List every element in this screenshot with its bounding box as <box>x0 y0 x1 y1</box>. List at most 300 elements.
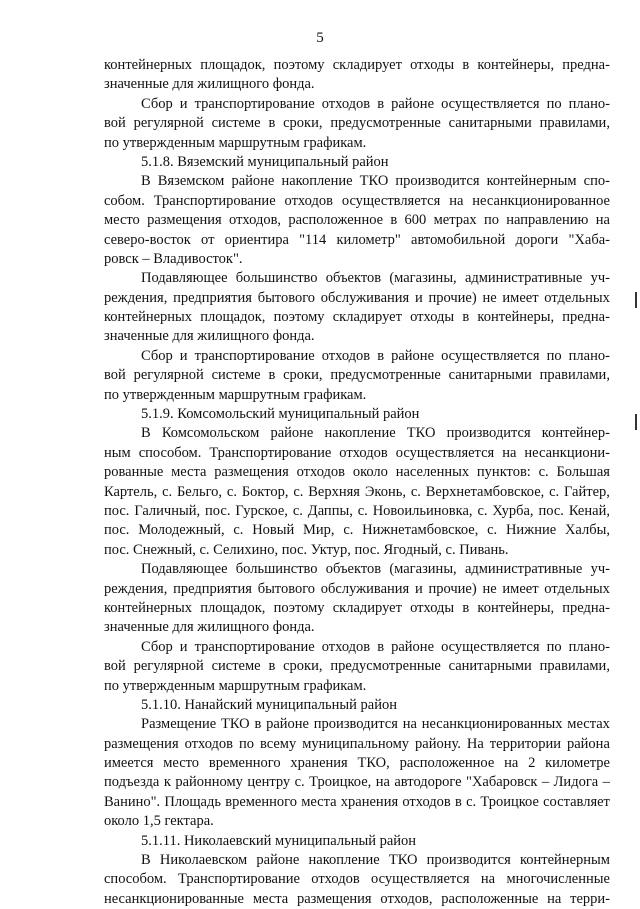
word: с. <box>343 522 354 539</box>
word: контейнерных <box>104 309 193 326</box>
word: районе <box>266 716 309 733</box>
word: с. <box>293 483 304 500</box>
text-line <box>104 890 610 909</box>
word: Лидога <box>553 774 599 791</box>
word: по <box>546 347 562 364</box>
word: расположенное <box>288 212 384 229</box>
word: северо-восток <box>104 231 191 248</box>
word: регулярной <box>133 367 204 384</box>
text-line <box>104 502 610 521</box>
text-line: около 1,5 гектара. <box>104 813 214 830</box>
word: плано- <box>568 347 610 364</box>
word: отходы <box>410 57 455 73</box>
word: вой <box>104 115 126 132</box>
word: места <box>301 793 337 810</box>
word: Большая <box>556 464 610 481</box>
word: в <box>377 638 385 655</box>
section-heading: 5.1.10. Нанайский муниципальный район <box>141 696 397 713</box>
word: километре <box>545 755 610 772</box>
word: уч- <box>590 270 610 287</box>
word: на <box>504 755 519 772</box>
word: с. <box>538 464 549 481</box>
word: расположенные <box>441 890 539 907</box>
word: производится <box>446 425 531 442</box>
word: Гайтер, <box>564 483 610 500</box>
word: предприятия <box>173 289 252 306</box>
word: Сбор <box>141 95 173 112</box>
text-line <box>104 870 610 889</box>
word: санитарными <box>448 115 532 132</box>
word: Хурба, <box>492 502 534 519</box>
text-line <box>104 366 610 385</box>
page-number: 5 <box>316 30 324 46</box>
word: спо- <box>583 173 610 190</box>
word: отходы <box>410 309 455 326</box>
word: автомобильной <box>411 231 506 248</box>
word: Галичный, <box>134 502 201 519</box>
text-line <box>104 560 610 579</box>
word: Боктор, <box>241 483 289 500</box>
word: контейнерных <box>104 57 193 73</box>
word: предна- <box>562 599 610 616</box>
word: осуществляется <box>441 95 540 112</box>
word: от <box>201 231 215 248</box>
word: около <box>352 464 388 481</box>
word: по <box>546 95 562 112</box>
word: району. <box>415 735 461 752</box>
text-line <box>104 308 610 327</box>
word: района <box>566 735 610 752</box>
word: осуществляется <box>441 638 540 655</box>
word: рованные <box>104 464 164 481</box>
word: метрах <box>433 212 477 229</box>
word: по <box>483 212 499 229</box>
text-line: по утвержденным маршрутным графикам. <box>104 134 367 151</box>
word: В <box>141 852 151 869</box>
word: системе <box>211 367 261 384</box>
word: размещения <box>296 890 372 907</box>
word: километр" <box>336 231 401 248</box>
word: ТКО <box>388 852 418 869</box>
word: с. <box>294 774 305 791</box>
word: контейнеры, <box>477 57 555 73</box>
text-line <box>104 754 610 773</box>
word: "Хабаровск <box>466 774 538 791</box>
word: регулярной <box>133 115 204 132</box>
text-line: пос. Снежный, с. Селихино, пос. Уктур, пос. Ягодный, с. Пивань. <box>104 541 509 558</box>
word: на <box>595 212 610 229</box>
word: с. <box>410 483 421 500</box>
word: поэтому <box>273 57 325 73</box>
word: предусмотренные <box>330 367 441 384</box>
word: предусмотренные <box>330 658 441 675</box>
word: место <box>104 212 140 229</box>
word: Халбы, <box>564 522 610 539</box>
word: территории <box>489 735 561 752</box>
word: ТКО, <box>357 755 390 772</box>
word: производится <box>426 852 511 869</box>
word: ориентира <box>224 231 289 248</box>
word: способом. <box>104 871 167 888</box>
word: ным <box>104 444 131 461</box>
word: пос. <box>104 522 130 539</box>
word: имеет <box>502 580 539 597</box>
word: системе <box>211 658 261 675</box>
word: на <box>547 890 562 907</box>
word: правилами, <box>539 658 610 675</box>
word: контейнерных <box>104 599 193 616</box>
word: Подавляющее <box>141 270 228 287</box>
word: Николаевском <box>159 852 248 869</box>
word: Вяземском <box>157 173 225 190</box>
word: площадок, <box>200 57 266 73</box>
word: Площадь <box>164 793 221 810</box>
word: реждения, <box>104 289 168 306</box>
word: объектов <box>325 561 382 578</box>
word: отдельных <box>544 580 610 597</box>
word: Ванино". <box>104 793 161 810</box>
text-line <box>104 580 610 599</box>
word: в <box>462 309 470 326</box>
word: Троицкое, <box>309 774 372 791</box>
word: большинство <box>235 561 318 578</box>
word: "Хаба- <box>568 231 610 248</box>
word: Верхнетамбовское, <box>425 483 545 500</box>
scan-edge-mark <box>635 292 637 308</box>
word: Троицкое <box>480 793 539 810</box>
word: транспортирование <box>194 95 315 112</box>
word: с. <box>477 502 488 519</box>
word: отходов <box>321 95 371 112</box>
text-line <box>104 483 610 502</box>
word: реждения, <box>104 580 168 597</box>
word: с. <box>292 502 303 519</box>
word: площадок, <box>200 599 266 616</box>
word: Сбор <box>141 347 173 364</box>
word: Транспортирование <box>153 192 276 209</box>
word: санитарными <box>448 367 532 384</box>
word: в <box>462 599 470 616</box>
word: складирует <box>332 599 402 616</box>
word: Подавляющее <box>141 561 228 578</box>
text-line <box>104 269 610 288</box>
word: контейнеры, <box>477 309 555 326</box>
word: вой <box>104 658 126 675</box>
word: имеется <box>104 755 154 772</box>
word: направлению <box>506 212 589 229</box>
word: и <box>414 289 423 306</box>
word: прочие) <box>428 289 477 306</box>
word: по <box>239 735 255 752</box>
word: поэтому <box>273 309 325 326</box>
word: предусмотренные <box>330 115 441 132</box>
word: объектов <box>325 270 382 287</box>
word: бытового <box>257 580 316 597</box>
word: в <box>377 347 385 364</box>
word: контейнерным <box>486 173 577 190</box>
word: Новоильиновка, <box>372 502 473 519</box>
word: ТКО <box>359 173 389 190</box>
word: место <box>163 755 200 772</box>
word: отходов <box>284 192 333 209</box>
word: несанкциони- <box>524 444 610 461</box>
word: с. <box>357 502 368 519</box>
word: транспортирование <box>194 638 315 655</box>
word: и <box>179 95 188 112</box>
word: – <box>602 774 610 791</box>
word: в <box>268 367 276 384</box>
word: осуществляется <box>441 347 540 364</box>
word: отходов <box>184 735 234 752</box>
word: с. <box>487 522 498 539</box>
word: Эконь, <box>364 483 406 500</box>
body-text <box>104 56 610 909</box>
text-line <box>104 773 610 792</box>
word: в <box>377 95 385 112</box>
word: сроки, <box>283 367 323 384</box>
text-line <box>104 424 610 443</box>
word: большинство <box>235 270 318 287</box>
word: населенных <box>395 464 470 481</box>
word: местах <box>567 716 610 733</box>
word: вой <box>104 367 126 384</box>
word: отходов <box>339 444 388 461</box>
word: бытового <box>257 289 316 306</box>
word: расположенное <box>399 755 495 772</box>
word: и <box>179 347 188 364</box>
word: системе <box>211 115 261 132</box>
word: размещения <box>147 212 222 229</box>
text-line <box>104 231 610 250</box>
word: в <box>254 716 262 733</box>
scan-edge-mark <box>635 414 637 430</box>
word: на <box>449 192 464 209</box>
word: регулярной <box>133 658 204 675</box>
word: Картель, <box>104 483 158 500</box>
word: 2 <box>528 755 536 772</box>
word: места <box>252 890 289 907</box>
word: с. <box>162 483 173 500</box>
text-line <box>104 192 610 211</box>
word: контейнеры, <box>477 599 555 616</box>
word: на <box>402 716 417 733</box>
word: имеет <box>502 289 539 306</box>
word: уч- <box>590 561 610 578</box>
word: Кенай, <box>568 502 610 519</box>
word: районе <box>391 638 435 655</box>
word: муниципальному <box>302 735 410 752</box>
word: размещения <box>214 464 289 481</box>
section-heading: 5.1.11. Николаевский муниципальный район <box>141 832 417 849</box>
word: осуществляется <box>371 871 470 888</box>
word: терри- <box>570 890 610 907</box>
text-line <box>104 735 610 754</box>
word: хранения <box>340 793 399 810</box>
word: по <box>546 638 562 655</box>
word: не <box>482 580 497 597</box>
text-line <box>104 463 610 482</box>
text-line <box>104 793 610 812</box>
word: производится <box>313 716 398 733</box>
word: на <box>480 871 496 888</box>
word: Сбор <box>141 638 173 655</box>
word: отходов <box>402 793 451 810</box>
word: правилами, <box>539 367 610 384</box>
word: Транспортирование <box>209 444 332 461</box>
word: контейнер- <box>541 425 610 442</box>
word: осуществляется <box>395 444 495 461</box>
word: сроки, <box>283 115 323 132</box>
word: хранения <box>290 755 348 772</box>
word: несанкционированных <box>421 716 563 733</box>
word: предна- <box>562 309 610 326</box>
text-line <box>104 56 610 75</box>
word: места <box>171 464 207 481</box>
word: пос. <box>205 502 231 519</box>
word: дороги <box>515 231 559 248</box>
word: площадок, <box>200 309 266 326</box>
word: автодороге <box>394 774 462 791</box>
word: несанкционированное <box>472 192 610 209</box>
word: отходы <box>410 599 455 616</box>
word: с. <box>233 522 244 539</box>
word: районному <box>175 774 243 791</box>
word: к <box>163 774 171 791</box>
word: размещения <box>104 735 179 752</box>
word: контейнерным <box>519 852 610 869</box>
word: складирует <box>332 57 402 73</box>
word: плано- <box>568 95 610 112</box>
word: в <box>268 658 276 675</box>
word: Размещение <box>141 716 217 733</box>
text-line <box>104 521 610 540</box>
word: Новый <box>252 522 295 539</box>
word: санитарными <box>448 658 532 675</box>
section-heading: 5.1.8. Вяземский муниципальный район <box>141 153 389 170</box>
word: временного <box>225 793 297 810</box>
word: пос. <box>104 502 130 519</box>
text-line: значенные для жилищного фонда. <box>104 76 315 93</box>
word: осуществляется <box>341 192 441 209</box>
word: отходов <box>296 464 346 481</box>
word: районе <box>391 347 435 364</box>
text-line <box>104 444 610 463</box>
word: ТКО <box>221 716 250 733</box>
word: (магазины, <box>389 270 457 287</box>
text-line <box>104 172 610 191</box>
word: Верхняя <box>308 483 360 500</box>
word: с. <box>466 793 477 810</box>
text-line <box>104 95 610 114</box>
word: отходов <box>321 347 371 364</box>
text-line <box>104 289 610 308</box>
word: и <box>414 580 423 597</box>
word: производится <box>395 173 480 190</box>
word: с. <box>549 483 560 500</box>
section-heading: 5.1.9. Комсомольский муниципальный район <box>141 406 420 423</box>
word: прочие) <box>428 580 477 597</box>
word: отходов <box>321 638 371 655</box>
text-line <box>104 347 610 366</box>
word: на <box>502 444 517 461</box>
text-line: значенные для жилищного фонда. <box>104 619 315 636</box>
word: и <box>179 638 188 655</box>
word: плано- <box>568 638 610 655</box>
word: отдельных <box>544 289 610 306</box>
text-line: по утвержденным маршрутным графикам. <box>104 386 367 403</box>
text-line <box>104 211 610 230</box>
word: предна- <box>562 57 610 73</box>
word: не <box>482 289 497 306</box>
word: накопление <box>324 425 396 442</box>
word: на <box>375 774 390 791</box>
word: составляет <box>543 793 610 810</box>
word: отходов <box>311 871 360 888</box>
word: отходов, <box>229 212 282 229</box>
word: "114 <box>299 231 327 248</box>
word: ТКО <box>406 425 436 442</box>
word: районе <box>256 852 300 869</box>
word: в <box>462 57 470 73</box>
text-line: значенные для жилищного фонда. <box>104 328 315 345</box>
word: В <box>141 425 151 442</box>
word: обслуживания <box>320 580 410 597</box>
word: административные <box>464 561 583 578</box>
word: несанкционированные <box>104 890 244 907</box>
word: подъезда <box>104 774 160 791</box>
word: всему <box>260 735 297 752</box>
word: поэтому <box>273 599 325 616</box>
word: временного <box>208 755 281 772</box>
word: 600 <box>404 212 427 229</box>
text-line: ровск – Владивосток". <box>104 250 243 267</box>
word: в <box>390 212 398 229</box>
word: Даппы, <box>307 502 353 519</box>
word: накопление <box>308 852 380 869</box>
word: Транспортирование <box>178 871 300 888</box>
word: районе <box>231 173 275 190</box>
word: районе <box>270 425 314 442</box>
word: (магазины, <box>389 561 457 578</box>
word: Мир, <box>303 522 335 539</box>
word: собом. <box>104 192 145 209</box>
word: В <box>141 173 151 190</box>
word: в <box>455 793 462 810</box>
word: предприятия <box>173 580 252 597</box>
word: пос. <box>538 502 564 519</box>
word: центру <box>247 774 291 791</box>
word: обслуживания <box>320 289 410 306</box>
text-line <box>104 114 610 133</box>
word: правилами, <box>539 115 610 132</box>
text-line: по утвержденным маршрутным графикам. <box>104 677 367 694</box>
text-line <box>104 599 610 618</box>
word: пунктов: <box>476 464 531 481</box>
word: транспортирование <box>194 347 315 364</box>
word: отходов, <box>380 890 433 907</box>
word: Нижнетамбовское, <box>362 522 479 539</box>
word: Бельго, <box>176 483 223 500</box>
word: сроки, <box>283 658 323 675</box>
word: Нижние <box>505 522 557 539</box>
text-line <box>104 851 610 870</box>
word: – <box>541 774 550 791</box>
word: районе <box>391 95 435 112</box>
text-line <box>104 657 610 676</box>
word: складирует <box>332 309 402 326</box>
text-line <box>104 638 610 657</box>
word: в <box>268 115 276 132</box>
